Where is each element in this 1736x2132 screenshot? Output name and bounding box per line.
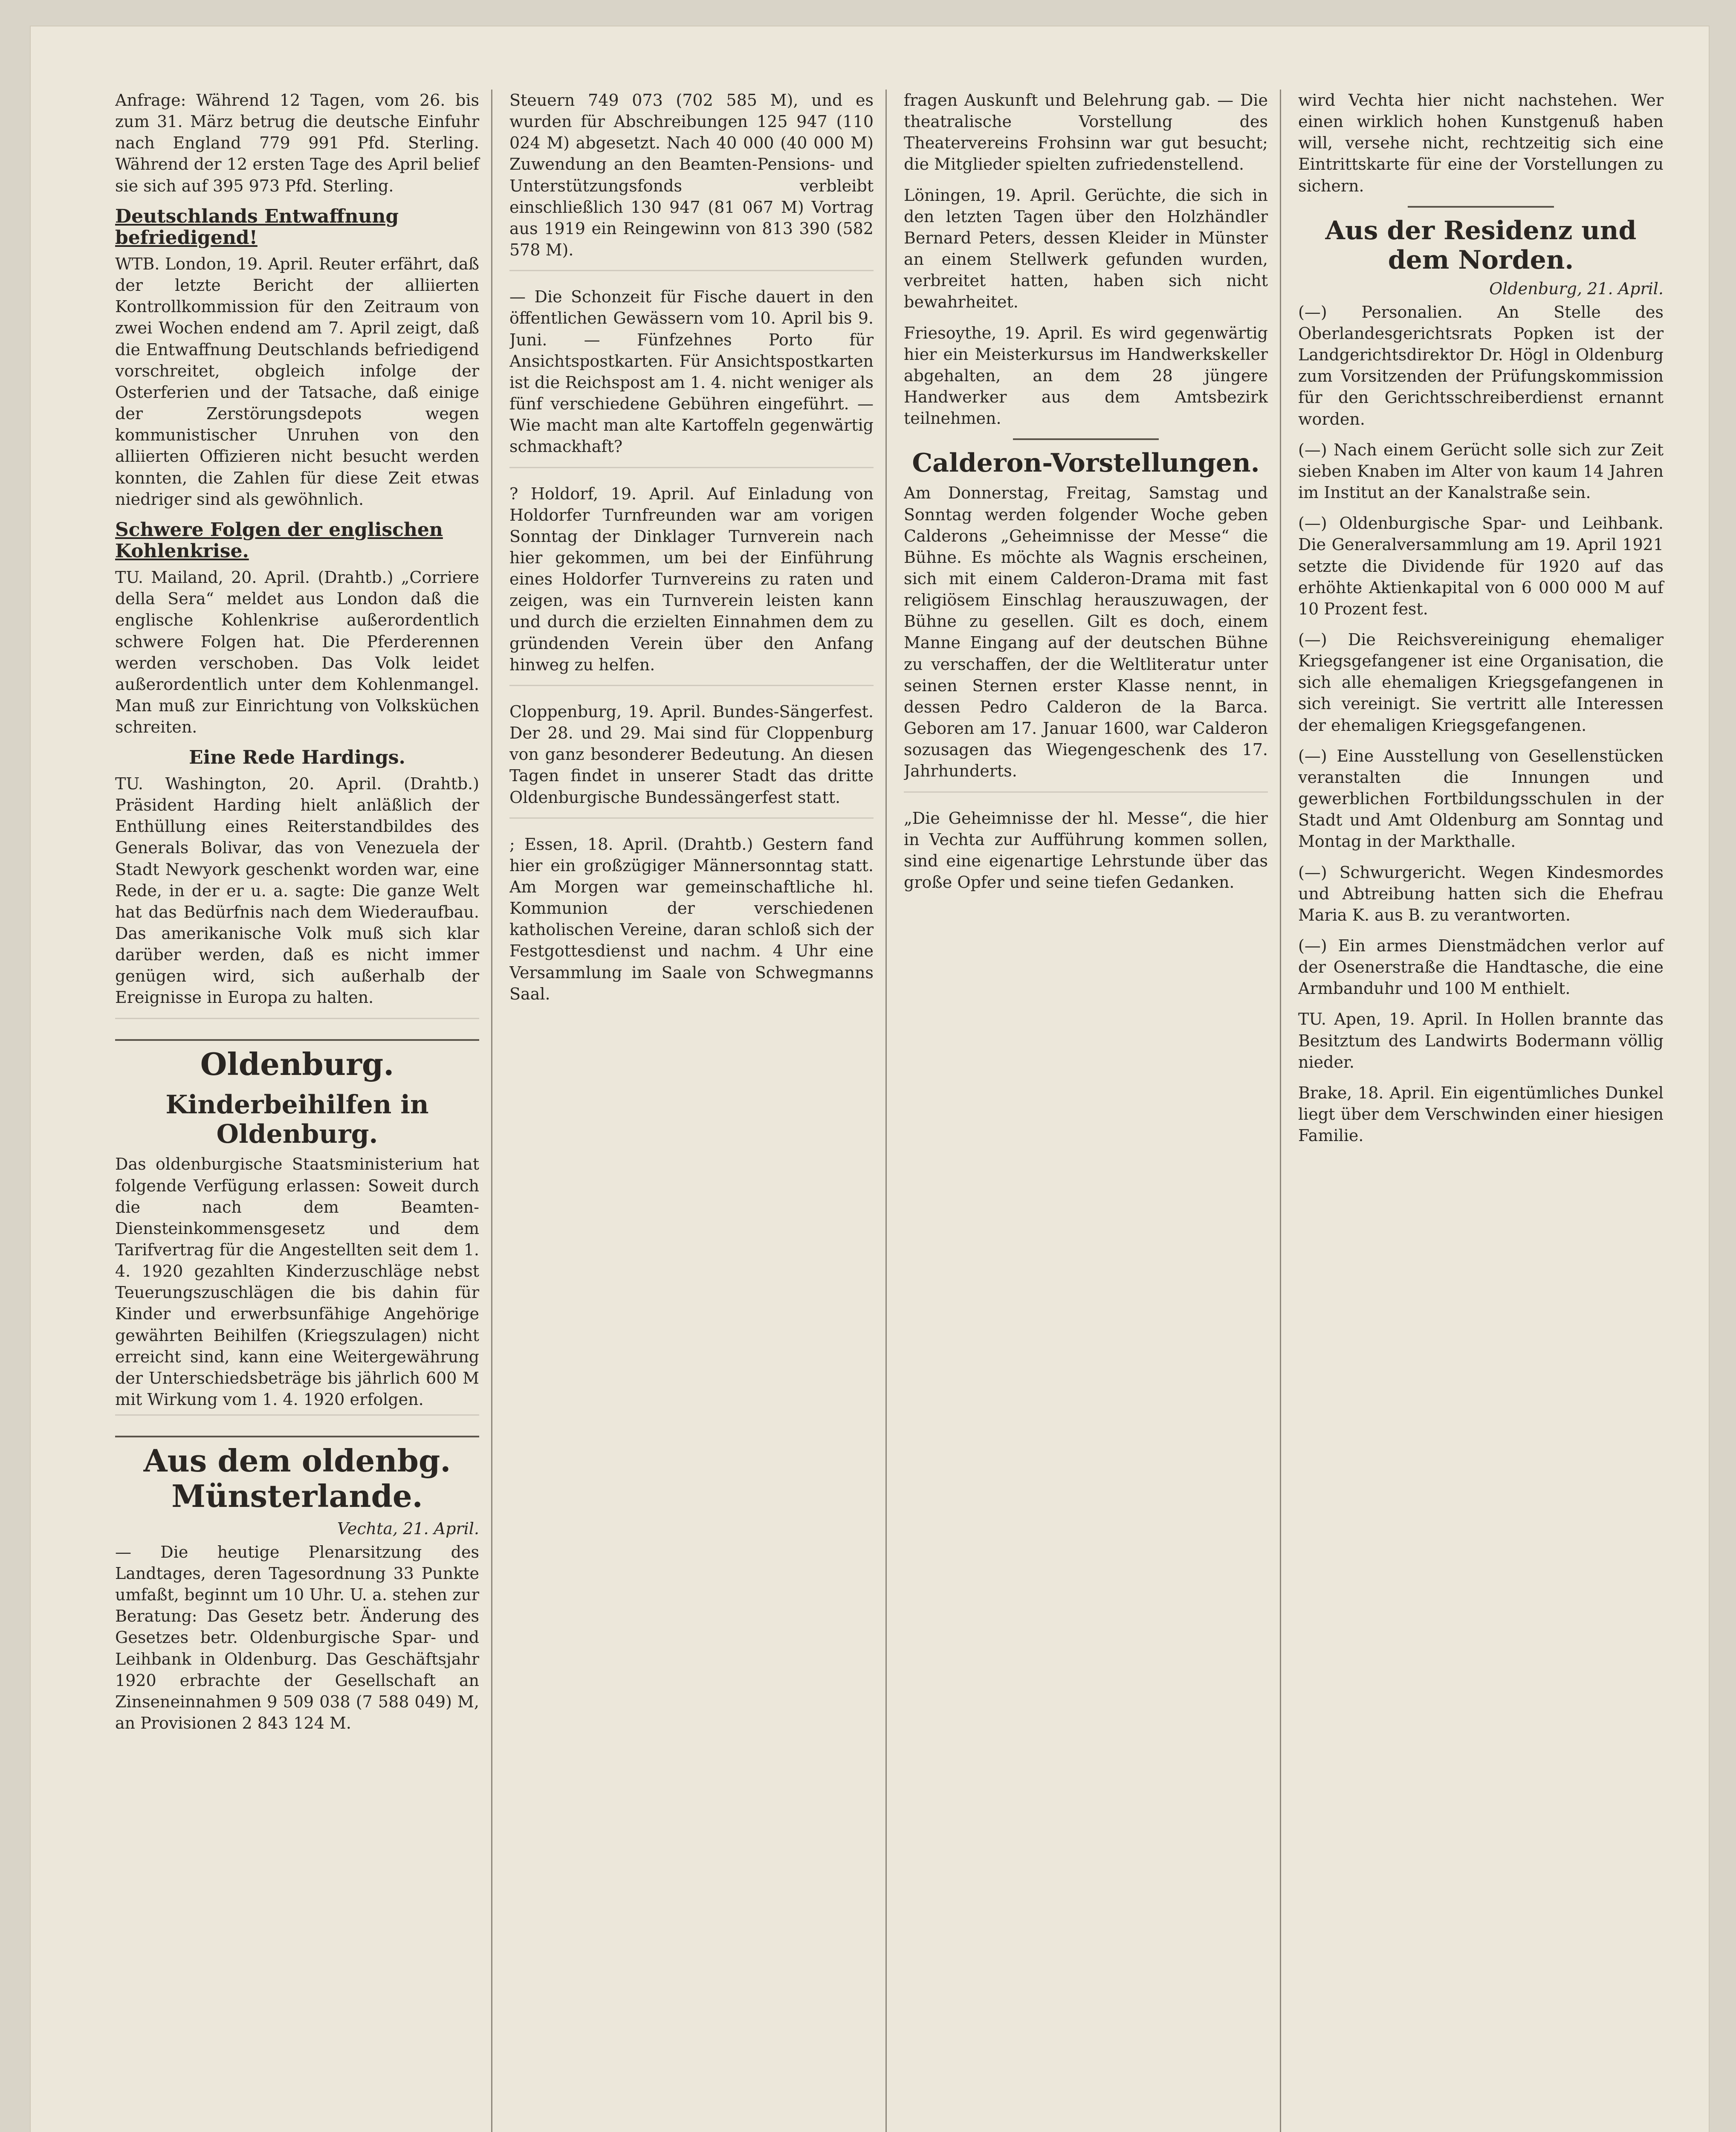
column-2	[509, 90, 887, 2132]
article	[904, 90, 1268, 175]
column-1	[115, 90, 492, 2132]
article-text: (—) Nach einem Gerücht solle sich zur Zeit sieben Knaben im Alter von kaum 14 Jahren im Institut an der Kanalstraße sein.	[1298, 440, 1664, 502]
article-text: „Die Geheimnisse der hl. Messe“, die hier in Vechta zur Aufführung kommen sollen, sind eine eigenartige Lehrstunde über das große Opfer und seine tiefen Gedanken.	[904, 808, 1268, 892]
article-text: (—) Schwurgericht. Wegen Kindesmordes und Abtreibung hatten sich die Ehefrau Maria K. aus B. zu verantworten.	[1298, 863, 1664, 924]
article	[904, 185, 1268, 313]
column-3	[904, 90, 1281, 2132]
article	[115, 206, 479, 510]
article	[1298, 439, 1664, 503]
column-grid	[115, 90, 1675, 2132]
article	[509, 701, 874, 808]
text-continuation-placeholder	[509, 685, 874, 693]
article-text: WTB. London, 19. April. Reuter erfährt, daß der letzte Bericht der alliierten Kontrollkommission für den Zeitraum von zwei Wochen endend am 7. April zeigt, daß die Entwaffnung Deutschlands befriedigend vorschreitet, obgleich infolge der Osterferien und der Tatsache, daß einige der Zerstörungsdepots wegen kommunistischer Unruhen von den alliierten Offizieren nicht besucht werden konnten, die Zahlen für diese Zeit etwas niedriger sind als gewöhnlich.	[115, 254, 479, 509]
article-text: Das oldenburgische Staatsministerium hat folgende Verfügung erlassen: Soweit durch die nach dem Beamten-Diensteinkommensgesetz und dem Tarifvertrag für die Angestellten seit dem 1. 4. 1920 gezahlten Kinderzuschläge nebst Teuerungszuschlägen die bis dahin für Kinder und erwerbsunfähige Angehörige gewährten Beihilfen (Kriegszulagen) nicht erreicht sind, kann eine Weitergewährung der Unterschiedsbeträge bis jährlich 600 M mit Wirkung vom 1. 4. 1920 erfolgen.	[115, 1155, 479, 1409]
article-text: (—) Eine Ausstellung von Gesellenstücken veranstalten die Innungen und gewerblichen Fortbildungsschulen in der Stadt und Amt Oldenburg am Sonntag und Montag in der Markthalle.	[1298, 746, 1664, 851]
article	[509, 834, 874, 1005]
article-text: (—) Personalien. An Stelle des Oberlandesgerichtsrats Popken ist der Landgerichtsdirektor Dr. Högl in Oldenburg zum Vorsitzenden der Prüfungskommission für den Gerichtsschreiberdienst ernannt worden.	[1298, 302, 1664, 429]
article-text: Friesoythe, 19. April. Es wird gegenwärtig hier ein Meisterkursus im Handwerkskeller abgehalten, an dem 28 jüngere Handwerker aus dem Amtsbezirk teilnehmen.	[904, 323, 1268, 428]
article-text: ? Holdorf, 19. April. Auf Einladung von Holdorfer Turnfreunden war am vorigen Sonntag der Dinklager Turnverein nach hier gekommen, um bei der Einführung eines Holdorfer Turnvereins zu raten und zeigen, was ein Turnverein leisten kann und durch die erzielten Einnahmen dem zu gründenden Verein über den Anfang hinweg zu helfen.	[509, 484, 874, 674]
article	[1298, 513, 1664, 620]
article-headline: Deutschlands Entwaffnung befriedigend!	[115, 205, 399, 249]
article-text: (—) Ein armes Dienstmädchen verlor auf der Osenerstraße die Handtasche, die eine Armbanduhr und 100 M enthielt.	[1298, 936, 1664, 998]
article-text: (—) Oldenburgische Spar- und Leihbank. Die Generalversammlung am 19. April 1921 setzte die Dividende für 1920 auf das erhöhte Aktienkapital von 6 000 000 M auf 10 Prozent fest.	[1298, 514, 1664, 618]
article-text: TU. Mailand, 20. April. (Drahtb.) „Corriere della Sera“ meldet aus London daß die englische Kohlenkrise außerordentlich schwere Folgen hat. Die Pferderennen werden verschoben. Das Volk leidet außerordentlich unter dem Kohlenmangel. Man muß zur Einrichtung von Volksküchen schreiten.	[115, 568, 479, 737]
article-headline: Schwere Folgen der englischen Kohlenkrise.	[115, 519, 443, 562]
article	[904, 449, 1268, 782]
article	[509, 483, 874, 675]
article	[1298, 935, 1664, 999]
text-continuation-placeholder	[509, 270, 874, 278]
article-text: Cloppenburg, 19. April. Bundes-Sängerfest. Der 28. und 29. Mai sind für Cloppenburg von ganz besonderer Bedeutung. An diesen Tagen findet in unserer Stadt das dritte Oldenburgische Bundessängerfest statt.	[509, 702, 874, 807]
article-text: (—) Die Reichsvereinigung ehemaliger Kriegsgefangener ist eine Organisation, die sich alle ehemaligen Kriegsgefangenen in sich vereinigt. Sie vertritt alle Interessen der ehemaligen Kriegsgefangenen.	[1298, 630, 1664, 735]
article-text: wird Vechta hier nicht nachstehen. Wer einen wirklich hohen Kunstgenuß haben will, versehe nicht, rechtzeitig sich eine Eintrittskarte für eine der Vorstellungen zu sichern.	[1298, 91, 1664, 195]
article	[509, 90, 874, 261]
article	[904, 322, 1268, 429]
article-text: fragen Auskunft und Belehrung gab. — Die theatralische Vorstellung des Theatervereins Frohsinn war gut besucht; die Mitglieder spielten zufriedenstellend.	[904, 91, 1268, 174]
article	[904, 808, 1268, 893]
article	[1298, 862, 1664, 926]
article	[1298, 629, 1664, 736]
article-headline: Eine Rede Hardings.	[189, 747, 405, 769]
article	[115, 747, 479, 1008]
article-text: — Die Schonzeit für Fische dauert in den öffentlichen Gewässern vom 10. April bis 9. Juni. — Fünfzehnes Porto für Ansichtspostkarten. Für Ansichtspostkarten ist die Reichspost am 1. 4. nicht weniger als fünf verschiedene Gebühren eingeführt. — Wie macht man alte Kartoffeln gegenwärtig schmackhaft?	[509, 287, 874, 456]
section-headline-muensterland: Aus dem oldenbg. Münsterlande.	[115, 1436, 479, 1514]
article-text: Brake, 18. April. Ein eigentümliches Dunkel liegt über dem Verschwinden einer hiesigen Familie.	[1298, 1083, 1664, 1145]
column-4	[1298, 90, 1675, 2132]
article	[509, 286, 874, 457]
article-text: ; Essen, 18. April. (Drahtb.) Gestern fand hier ein großzügiger Männersonntag statt. Am Morgen war gemeinschaftliche hl. Kommunion der verschiedenen katholischen Vereine, daran schloß sich der Festgottesdienst und nachm. 4 Uhr eine Versammlung im Saale von Schwegmanns Saal.	[509, 834, 874, 1003]
divider	[1408, 206, 1554, 208]
article	[1298, 1082, 1664, 1146]
text-continuation-placeholder	[115, 1018, 479, 1026]
text-continuation-placeholder	[115, 1414, 479, 1423]
article-text: Löningen, 19. April. Gerüchte, die sich in den letzten Tagen über den Holzhändler Bernard Peters, dessen Kleider in Münster an einem Stellwerk gefunden wurden, verbreitet hatten, haben sich nicht bewahrheitet.	[904, 185, 1268, 312]
article-text: TU. Apen, 19. April. In Hollen brannte das Besitztum des Landwirts Bodermann völlig nieder.	[1298, 1010, 1664, 1072]
article	[1298, 1008, 1664, 1072]
text-continuation-placeholder	[509, 817, 874, 826]
article-text: Steuern 749 073 (702 585 M), und es wurden für Abschreibungen 125 947 (110 024 M) abgesetzt. Nach 40 000 (40 000 M) Zuwendung an den Beamten-Pensions- und Unterstützungsfonds verbleibt einschließlich 130 947 (81 067 M) Vortrag aus 1919 ein Reingewinn von 813 390 (582 578 M).	[509, 91, 874, 260]
article	[1298, 745, 1664, 852]
text-continuation-placeholder	[904, 791, 1268, 800]
article	[115, 519, 479, 738]
article-headline: Kinderbeihilfen in Oldenburg.	[165, 1090, 429, 1150]
article-text: Anfrage: Während 12 Tagen, vom 26. bis zum 31. März betrug die deutsche Einfuhr nach England 779 991 Pfd. Sterling. Während der 12 ersten Tage des April belief sie sich auf 395 973 Pfd. Sterling.	[115, 91, 479, 195]
section-headline-residenz: Aus der Residenz und dem Norden.	[1325, 215, 1637, 275]
article	[1298, 216, 1664, 430]
article-text: TU. Washington, 20. April. (Drahtb.) Präsident Harding hielt anläßlich der Enthüllung eines Reiterstandbildes des Generals Bolivar, das von Venezuela der Stadt Newyork geschenkt worden war, eine Rede, in der er u. a. sagte: Die ganze Welt hat das Bedürfnis nach dem Wiederaufbau. Das amerikanische Volk muß sich klar darüber werden, daß es nicht immer genügen wird, sich außerhalb der Ereignisse in Europa zu halten.	[115, 774, 479, 1007]
article-text: — Die heutige Plenarsitzung des Landtages, deren Tagesordnung 33 Punkte umfaßt, beginnt um 10 Uhr. U. a. stehen zur Beratung: Das Gesetz betr. Änderung des Gesetzes betr. Oldenburgische Spar- und Leihbank in Oldenburg. Das Geschäftsjahr 1920 erbrachte der Gesellschaft an Zinseneinnahmen 9 509 038 (7 588 049) M, an Provisionen 2 843 124 M.	[115, 1542, 479, 1733]
article	[115, 90, 479, 197]
article	[1298, 90, 1664, 197]
text-continuation-placeholder	[509, 467, 874, 475]
article-headline: Calderon-Vorstellungen.	[912, 448, 1260, 478]
newspaper-page	[30, 26, 1710, 2132]
article-text: Am Donnerstag, Freitag, Samstag und Sonntag werden folgender Woche geben Calderons „Geheimnisse der Messe“ die Bühne. Es möchte als Wagnis erscheinen, sich mit einem Calderon-Drama mit fast religiösem Einschlag herauszuwagen, der Bühne zu gesellen. Gilt es doch, einem Manne Eingang auf der deutschen Bühne zu verschaffen, der die Weltliteratur unter seinen Sternen erster Klasse nennt, in dessen Pedro Calderon de la Barca. Geboren am 17. Januar 1600, war Calderon sozusagen das Wiegengeschenk des 17. Jahrhunderts.	[904, 484, 1268, 781]
section-headline-oldenburg: Oldenburg.	[115, 1039, 479, 1082]
divider	[1013, 438, 1159, 440]
dateline: Vechta, 21. April.	[337, 1519, 479, 1538]
dateline: Oldenburg, 21. April.	[1489, 279, 1664, 298]
